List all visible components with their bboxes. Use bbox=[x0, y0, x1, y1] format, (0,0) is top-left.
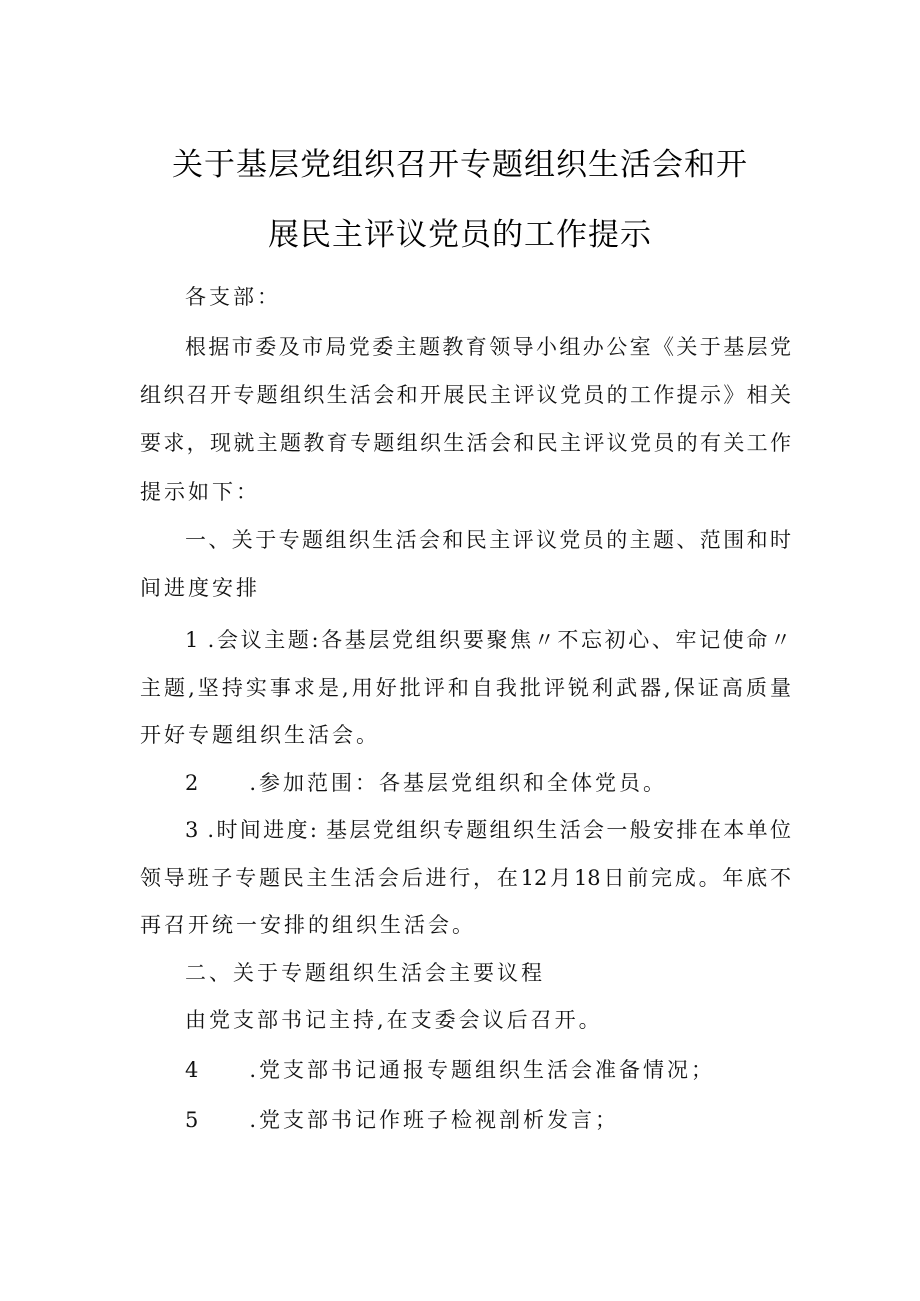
document-title-line-2: 展民主评议党员的工作提示 bbox=[268, 217, 652, 253]
section-heading-1-cont: 间进度安排 bbox=[140, 576, 260, 600]
list-item-1-cont: 开好专题组织生活会。 bbox=[140, 723, 380, 747]
salutation: 各支部： bbox=[185, 285, 281, 309]
list-item-2: 2 .参加范围：各基层党组织和全体党员。 bbox=[185, 771, 668, 795]
paragraph-line: 要求，现就主题教育专题组织生活会和民主评议党员的有关工作 bbox=[140, 431, 791, 455]
list-item-3: 3 .时间进度: 基层党组织专题组织生活会一般安排在本单位 bbox=[185, 818, 791, 842]
list-item-3-cont: 领导班子专题民主生活会后进行，在12月18日前完成。年底不 bbox=[140, 866, 791, 890]
document-title-line-1: 关于基层党组织召开专题组织生活会和开 bbox=[172, 147, 748, 183]
list-item-4: 4 .党支部书记通报专题组织生活会准备情况； bbox=[185, 1058, 716, 1082]
section-heading-2: 二、关于专题组织生活会主要议程 bbox=[185, 961, 545, 985]
paragraph-line: 由党支部书记主持,在支委会议后召开。 bbox=[185, 1008, 603, 1032]
list-item-1: 1 .会议主题:各基层党组织要聚焦〃不忘初心、牢记使命〃 bbox=[185, 628, 791, 652]
list-item-1-cont: 主题,坚持实事求是,用好批评和自我批评锐利武器,保证高质量 bbox=[140, 676, 791, 700]
list-item-5: 5 .党支部书记作班子检视剖析发言； bbox=[185, 1108, 620, 1132]
section-heading-1: 一、关于专题组织生活会和民主评议党员的主题、范围和时 bbox=[185, 528, 791, 552]
list-item-3-cont: 再召开统一安排的组织生活会。 bbox=[140, 913, 476, 937]
paragraph-line: 根据市委及市局党委主题教育领导小组办公室《关于基层党 bbox=[185, 335, 791, 359]
paragraph-line: 提示如下： bbox=[140, 480, 260, 504]
paragraph-line: 组织召开专题组织生活会和开展民主评议党员的工作提示》相关 bbox=[140, 383, 791, 407]
